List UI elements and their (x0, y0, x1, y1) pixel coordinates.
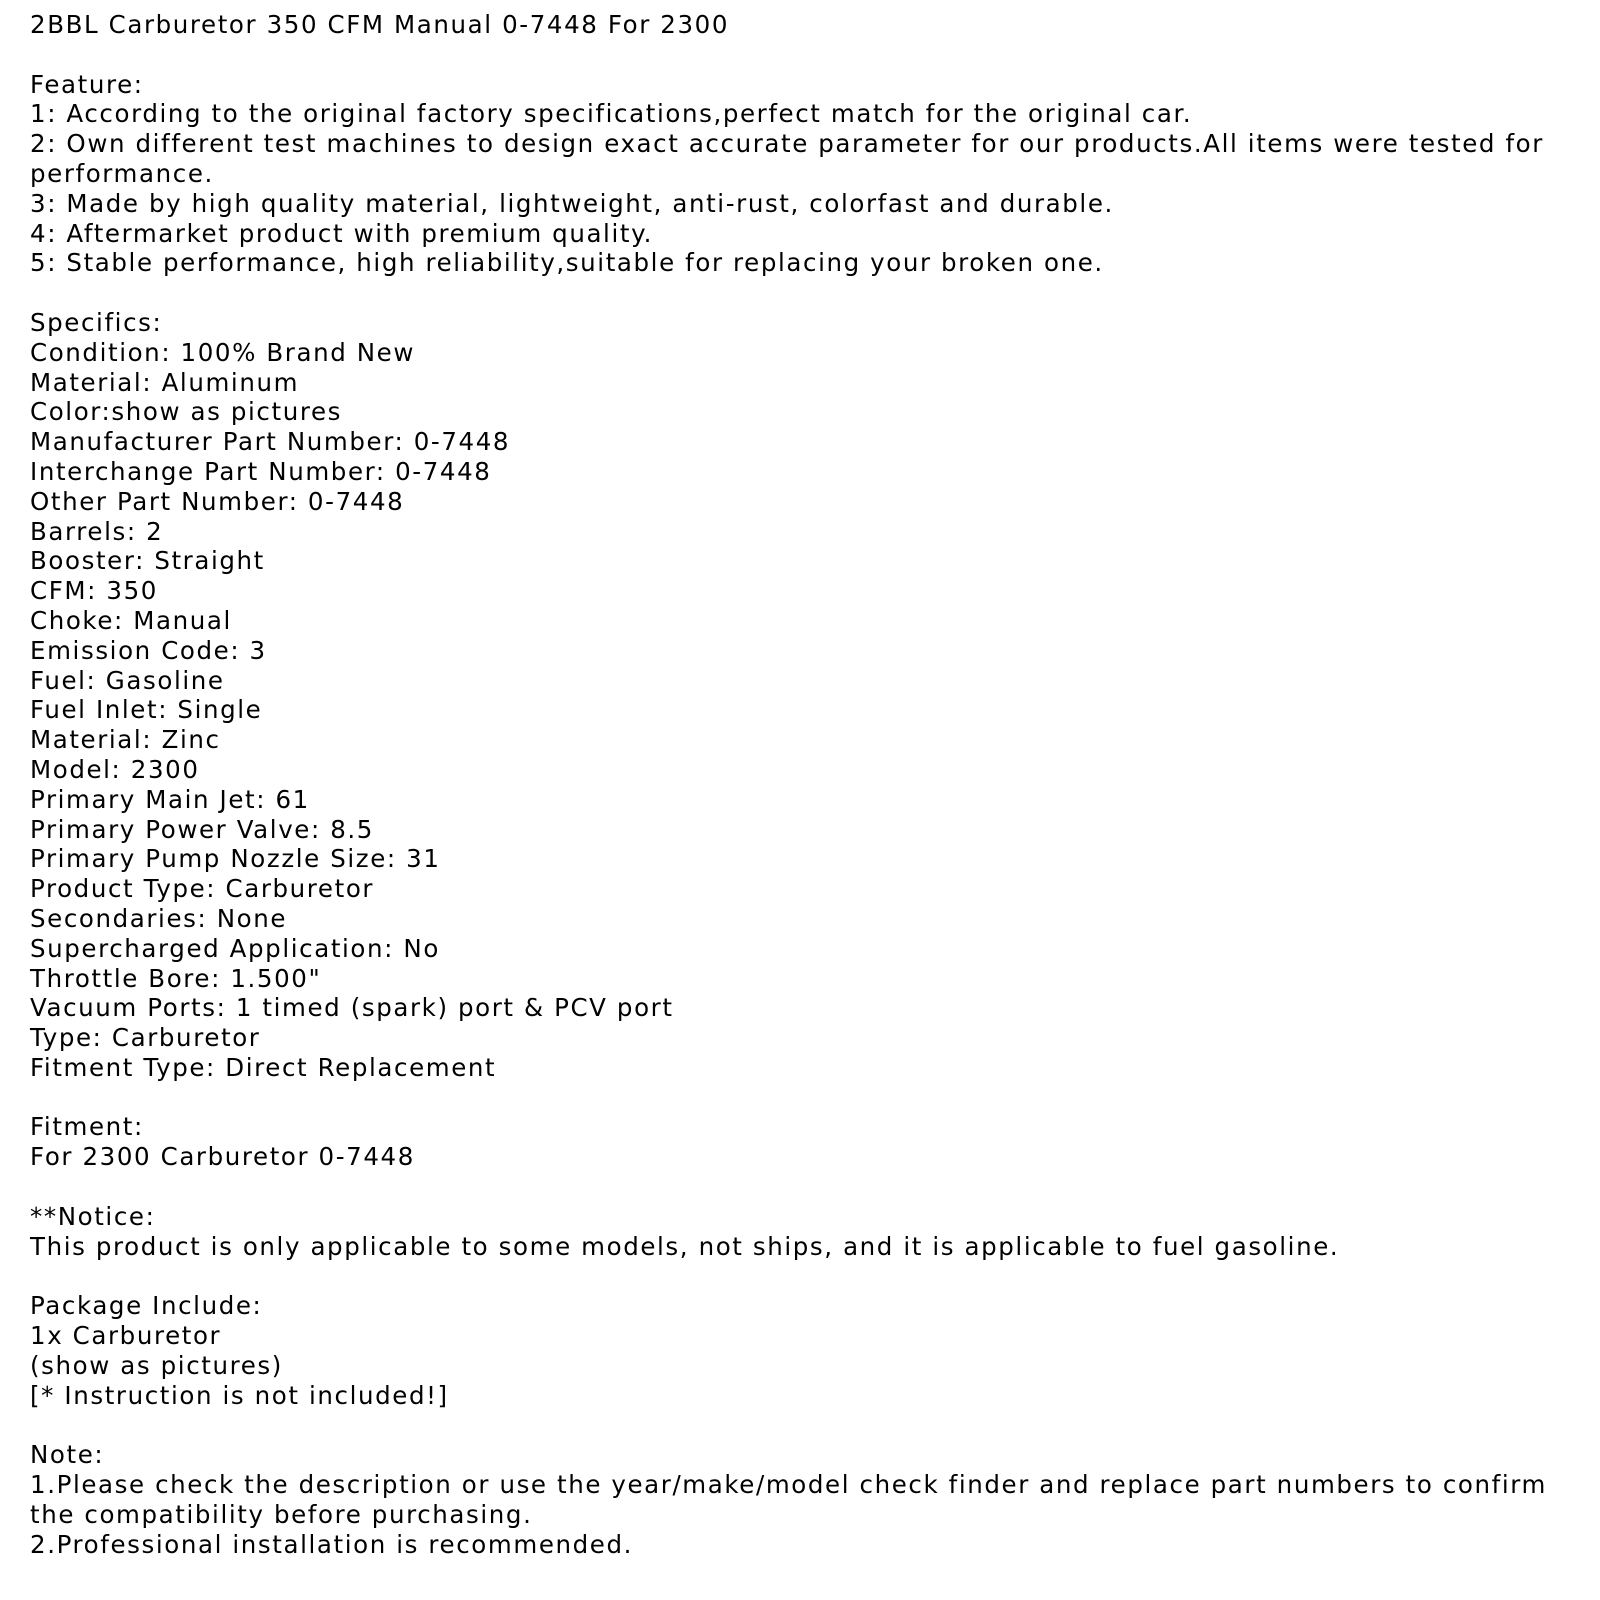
package-heading: Package Include: (30, 1291, 263, 1321)
notice-heading: **Notice: (30, 1201, 156, 1231)
spec-item: Throttle Bore: 1.500" (30, 963, 322, 993)
note-item: 1.Please check the description or use the year/make/model check finder and replace part numbers to confirm the compatibility before purchasing. (30, 1470, 1557, 1529)
spacer (30, 1083, 1570, 1113)
feature-item: 1: According to the original factory specifications,perfect match for the original car. (30, 99, 1193, 129)
spec-item: Condition: 100% Brand New (30, 337, 415, 367)
spec-item: CFM: 350 (30, 576, 158, 606)
spec-item: Primary Power Valve: 8.5 (30, 814, 374, 844)
feature-item: 4: Aftermarket product with premium quality. (30, 218, 654, 248)
spacer (30, 1172, 1570, 1202)
spec-item: Material: Zinc (30, 725, 221, 755)
note-heading: Note: (30, 1440, 105, 1470)
spec-item: Other Part Number: 0-7448 (30, 486, 405, 516)
spec-item: Emission Code: 3 (30, 635, 267, 665)
fitment-item: For 2300 Carburetor 0-7448 (30, 1142, 415, 1172)
spec-item: Model: 2300 (30, 754, 200, 784)
spec-item: Primary Pump Nozzle Size: 31 (30, 844, 441, 874)
feature-section (30, 70, 1570, 279)
note-item: 2.Professional installation is recommended. (30, 1529, 633, 1559)
spec-item: Color:show as pictures (30, 397, 342, 427)
feature-item: 5: Stable performance, high reliability,suitable for replacing your broken one. (30, 248, 1104, 278)
spec-item: Barrels: 2 (30, 516, 164, 546)
spec-item: Fuel: Gasoline (30, 665, 225, 695)
specifics-section (30, 308, 1570, 1083)
fitment-heading: Fitment: (30, 1112, 144, 1142)
spec-item: Choke: Manual (30, 605, 232, 635)
spec-item: Fuel Inlet: Single (30, 695, 263, 725)
package-item: 1x Carburetor (30, 1321, 222, 1351)
spec-item: Booster: Straight (30, 546, 265, 576)
spacer (30, 1410, 1570, 1440)
spec-item: Type: Carburetor (30, 1023, 261, 1053)
spec-item: Interchange Part Number: 0-7448 (30, 456, 492, 486)
product-title: 2BBL Carburetor 350 CFM Manual 0-7448 For 2300 (30, 10, 730, 39)
product-description (30, 10, 1570, 1559)
spec-item: Supercharged Application: No (30, 933, 440, 963)
spec-item: Manufacturer Part Number: 0-7448 (30, 427, 511, 457)
spec-item: Material: Aluminum (30, 367, 300, 397)
package-section (30, 1291, 1570, 1410)
note-section (30, 1440, 1570, 1559)
notice-section (30, 1202, 1570, 1262)
spacer (30, 40, 1570, 70)
spacer (30, 1261, 1570, 1291)
fitment-section (30, 1112, 1570, 1172)
spec-item: Fitment Type: Direct Replacement (30, 1052, 497, 1082)
spec-item: Primary Main Jet: 61 (30, 784, 310, 814)
feature-heading: Feature: (30, 69, 144, 99)
notice-item: This product is only applicable to some models, not ships, and it is applicable to fuel gasoline. (30, 1231, 1340, 1261)
spacer (30, 278, 1570, 308)
specifics-heading: Specifics: (30, 307, 163, 337)
feature-item: 3: Made by high quality material, lightweight, anti-rust, colorfast and durable. (30, 188, 1114, 218)
feature-item: 2: Own different test machines to design exact accurate parameter for our products.All items were tested for performance. (30, 129, 1554, 188)
spec-item: Product Type: Carburetor (30, 874, 375, 904)
package-item: (show as pictures) (30, 1350, 283, 1380)
package-item: [* Instruction is not included!] (30, 1380, 449, 1410)
spec-item: Vacuum Ports: 1 timed (spark) port & PCV port (30, 993, 674, 1023)
spec-item: Secondaries: None (30, 903, 288, 933)
